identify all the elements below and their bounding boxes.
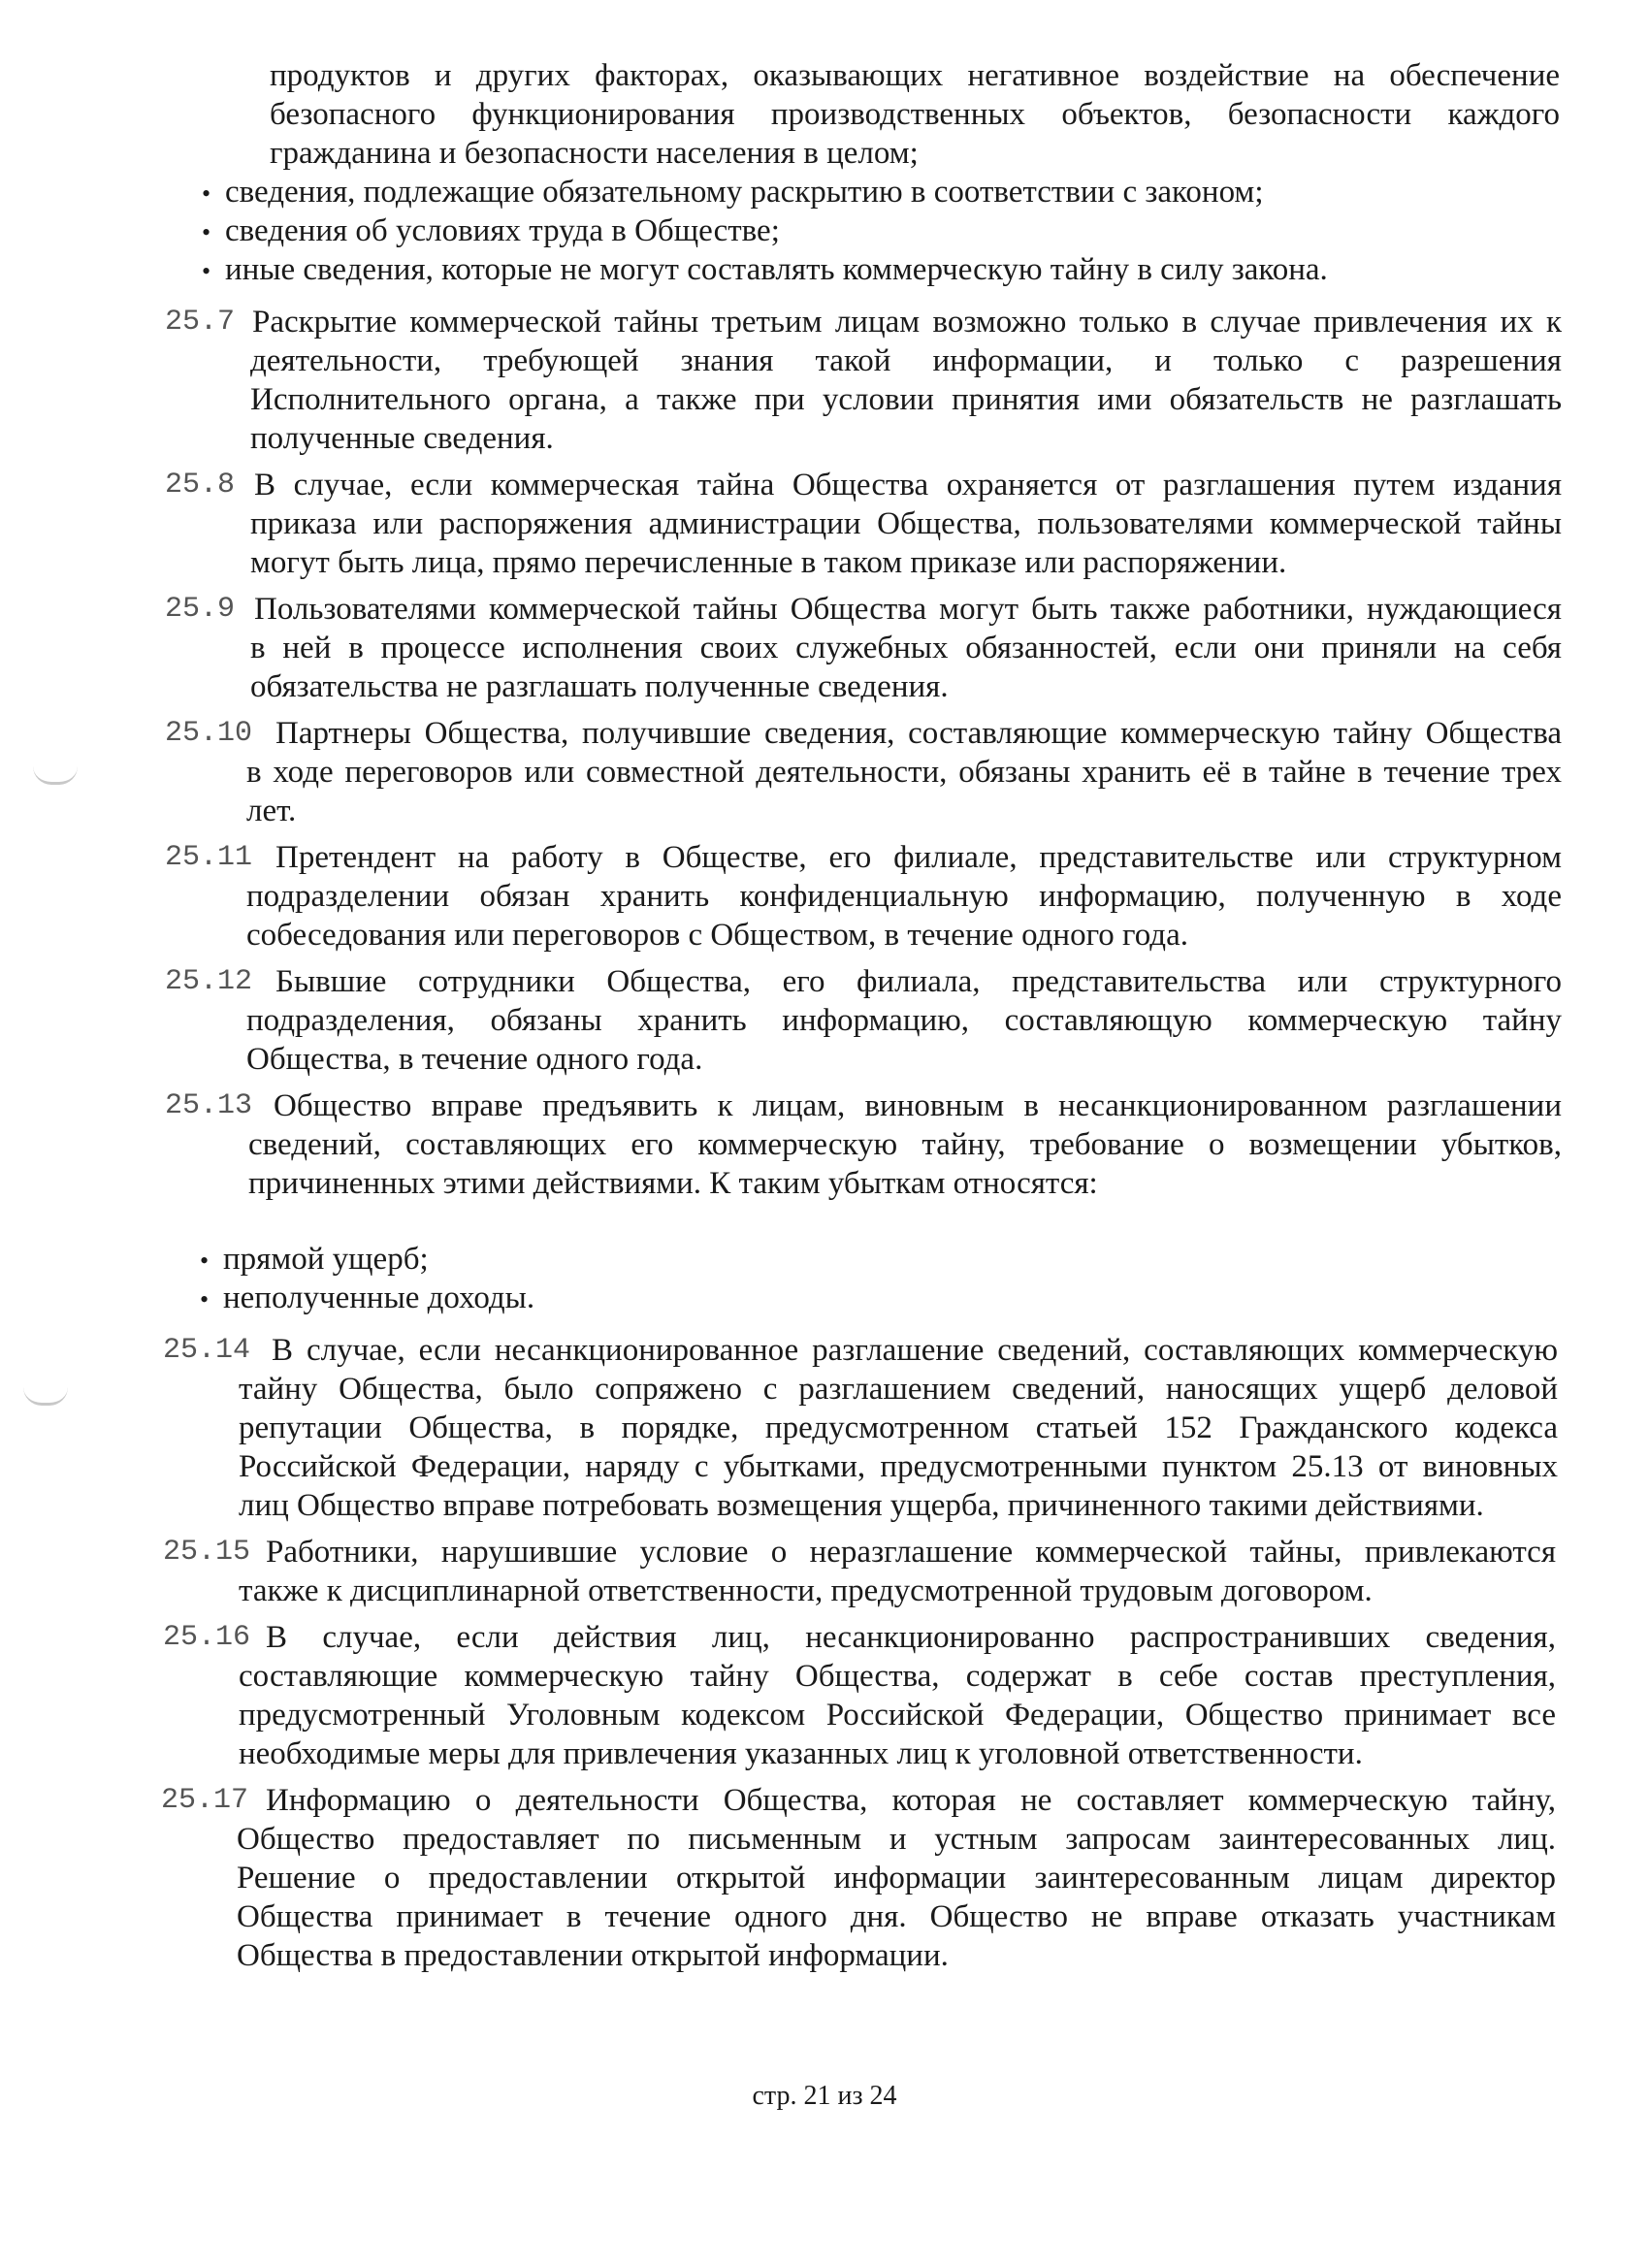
paragraph-line: безопасного функционирования производственных объектов, безопасности каждого bbox=[270, 97, 1560, 132]
clause-line: Партнеры Общества, получившие сведения, составляющие коммерческую тайну Общества bbox=[275, 716, 1562, 751]
list-item: • прямой ущерб; bbox=[200, 1242, 429, 1277]
clause-line: Российской Федерации, наряду с убытками, предусмотренными пунктом 25.13 от виновных bbox=[239, 1449, 1558, 1484]
clause-line: Пользователями коммерческой тайны Общества могут быть также работники, нуждающиеся bbox=[254, 592, 1562, 627]
clause-line: Общества, в течение одного года. bbox=[246, 1042, 703, 1077]
clause-line: предусмотренный Уголовным кодексом Российской Федерации, Общество принимает все bbox=[239, 1698, 1556, 1733]
clause-line: обязательства не разглашать полученные сведения. bbox=[250, 669, 949, 704]
clause-line: могут быть лица, прямо перечисленные в таком приказе или распоряжении. bbox=[250, 545, 1287, 580]
clause-number: 25.14 bbox=[163, 1334, 251, 1367]
clause-line: В случае, если действия лиц, несанкционированно распространивших сведения, bbox=[266, 1620, 1556, 1655]
clause-line: тайну Общества, было сопряжено с разглашением сведений, наносящих ущерб деловой bbox=[239, 1372, 1558, 1407]
clause-line: репутации Общества, в порядке, предусмотренном статьей 152 Гражданского кодекса bbox=[239, 1410, 1558, 1445]
list-item: • иные сведения, которые не могут составлять коммерческую тайну в силу закона. bbox=[202, 252, 1328, 287]
clause-number: 25.17 bbox=[161, 1784, 249, 1817]
clause-line: сведений, составляющих его коммерческую тайну, требование о возмещении убытков, bbox=[248, 1127, 1562, 1162]
clause-line: причиненных этими действиями. К таким убыткам относятся: bbox=[248, 1166, 1098, 1201]
clause-number: 25.11 bbox=[165, 841, 253, 874]
clause-line: составляющие коммерческую тайну Общества, содержат в себе состав преступления, bbox=[239, 1659, 1556, 1694]
clause-line: Информацию о деятельности Общества, которая не составляет коммерческую тайну, bbox=[266, 1783, 1556, 1818]
clause-line: необходимые меры для привлечения указанных лиц к уголовной ответственности. bbox=[239, 1736, 1363, 1771]
clause-line: собеседования или переговоров с Обществом, в течение одного года. bbox=[246, 918, 1188, 953]
clause-line: Решение о предоставлении открытой информации заинтересованным лицам директор bbox=[237, 1861, 1556, 1895]
clause-line: в ходе переговоров или совместной деятельности, обязаны хранить её в тайне в течение трех bbox=[246, 755, 1562, 790]
clause-line: Общество предоставляет по письменным и устным запросам заинтересованных лиц. bbox=[237, 1822, 1556, 1857]
clause-line: Раскрытие коммерческой тайны третьим лицам возможно только в случае привлечения их к bbox=[252, 305, 1562, 340]
clause-line: В случае, если коммерческая тайна Общества охраняется от разглашения путем издания bbox=[254, 468, 1562, 502]
list-item: • неполученные доходы. bbox=[200, 1280, 535, 1315]
continued-paragraph bbox=[270, 56, 1560, 173]
clause-line: Претендент на работу в Обществе, его филиале, представительстве или структурном bbox=[275, 840, 1562, 875]
clause-line: также к дисциплинарной ответственности, предусмотренной трудовым договором. bbox=[239, 1573, 1373, 1608]
list-item: • сведения об условиях труда в Обществе; bbox=[202, 213, 780, 248]
punch-hole-mark bbox=[23, 1387, 68, 1406]
clause-line: Исполнительного органа, а также при условии принятия ими обязательств не разглашать bbox=[250, 382, 1562, 417]
clause-line: Общество вправе предъявить к лицам, виновным в несанкционированном разглашении bbox=[274, 1088, 1562, 1123]
paragraph-line: гражданина и безопасности населения в целом; bbox=[270, 136, 919, 171]
clause-line: приказа или распоряжения администрации Общества, пользователями коммерческой тайны bbox=[250, 506, 1562, 541]
clause-line: Бывшие сотрудники Общества, его филиала, представительства или структурного bbox=[275, 964, 1562, 999]
clause-line: лиц Общество вправе потребовать возмещения ущерба, причиненного такими действиями. bbox=[239, 1488, 1484, 1523]
clause-line: подразделении обязан хранить конфиденциальную информацию, полученную в ходе bbox=[246, 879, 1562, 914]
clause-line: Общества принимает в течение одного дня. Общество не вправе отказать участникам bbox=[237, 1899, 1556, 1934]
clause-number: 25.9 bbox=[165, 593, 236, 626]
clause-line: В случае, если несанкционированное разглашение сведений, составляющих коммерческую bbox=[272, 1333, 1558, 1368]
clause-number: 25.16 bbox=[163, 1621, 251, 1654]
clause-line: подразделения, обязаны хранить информацию, составляющую коммерческую тайну bbox=[246, 1003, 1562, 1038]
clause-number: 25.13 bbox=[165, 1089, 253, 1122]
clause-line: полученные сведения. bbox=[250, 421, 554, 456]
list-item: • сведения, подлежащие обязательному раскрытию в соответствии с законом; bbox=[202, 175, 1264, 210]
page-number: стр. 21 из 24 bbox=[752, 2081, 897, 2111]
clause-line: деятельности, требующей знания такой информации, и только с разрешения bbox=[250, 343, 1562, 378]
clause-number: 25.7 bbox=[165, 306, 236, 339]
paragraph-line: продуктов и других факторах, оказывающих негативное воздействие на обеспечение bbox=[270, 58, 1560, 93]
clause-number: 25.12 bbox=[165, 965, 253, 998]
clause-line: Работники, нарушившие условие о неразглашение коммерческой тайны, привлекаются bbox=[266, 1535, 1556, 1570]
clause-line: в ней в процессе исполнения своих служебных обязанностей, если они приняли на себя bbox=[250, 631, 1562, 665]
clause-number: 25.10 bbox=[165, 717, 253, 750]
clause-number: 25.8 bbox=[165, 469, 236, 502]
clause-line: лет. bbox=[246, 794, 297, 828]
clause-line: Общества в предоставлении открытой информации. bbox=[237, 1938, 949, 1973]
clause-number: 25.15 bbox=[163, 1536, 251, 1569]
punch-hole-mark bbox=[33, 766, 78, 785]
